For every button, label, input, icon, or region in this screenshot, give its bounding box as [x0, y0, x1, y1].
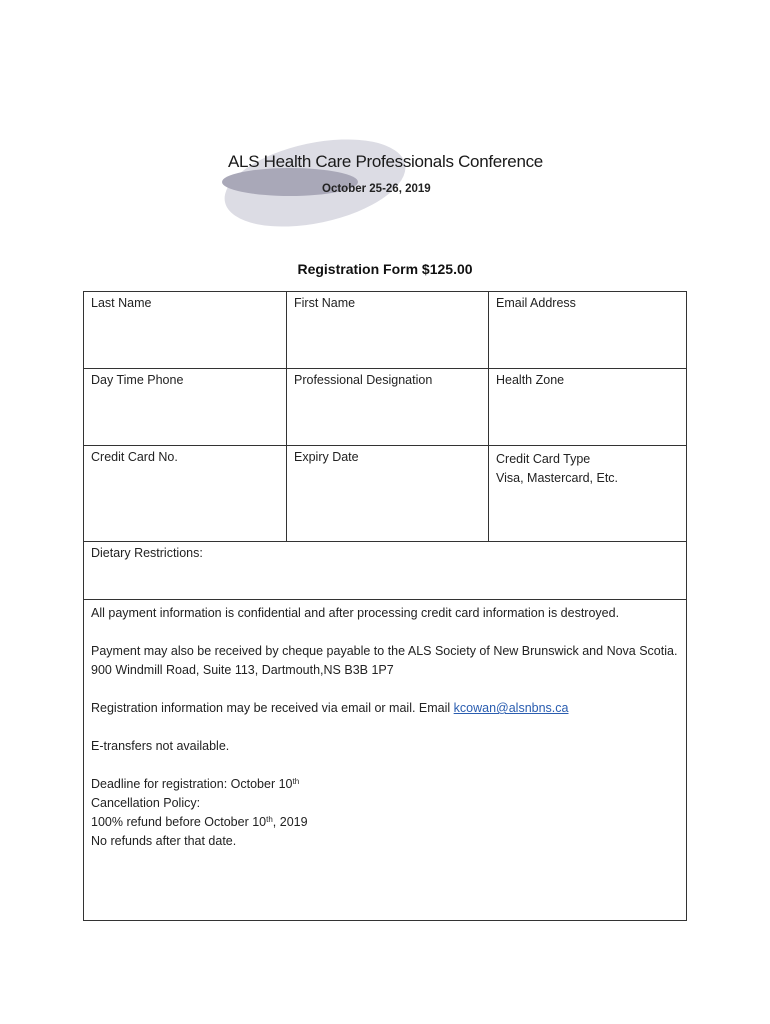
table-row — [84, 600, 687, 921]
table-row — [84, 369, 687, 446]
cancellation-label: Cancellation Policy: — [91, 796, 201, 810]
deadline-text: Deadline for registration: October 10 — [91, 777, 293, 791]
designation-cell[interactable] — [287, 369, 489, 446]
table-row — [84, 446, 687, 542]
policy-block — [91, 775, 679, 851]
phone-cell[interactable] — [84, 369, 287, 446]
expiry-label: Expiry Date — [294, 450, 359, 464]
cc-number-cell[interactable] — [84, 446, 287, 542]
form-title: Registration Form $125.00 — [297, 261, 473, 277]
info-cell — [84, 600, 687, 921]
table-row — [84, 292, 687, 369]
first-name-label: First Name — [294, 296, 356, 310]
phone-label: Day Time Phone — [91, 373, 184, 387]
email-link[interactable]: kcowan@alsnbns.ca — [453, 701, 569, 715]
no-refunds-line: No refunds after that date. — [91, 834, 237, 848]
health-zone-cell[interactable] — [489, 369, 687, 446]
etransfer-note: E-transfers not available. — [91, 739, 230, 753]
email-note-text: Registration information may be received via email or mail. Email — [91, 701, 454, 715]
last-name-label: Last Name — [91, 296, 152, 310]
table-row — [84, 542, 687, 600]
deadline-sup: th — [292, 777, 300, 786]
deadline-line — [91, 775, 679, 794]
conference-dates: October 25-26, 2019 — [322, 183, 431, 195]
conference-title: ALS Health Care Professionals Conference — [228, 152, 543, 171]
designation-label: Professional Designation — [294, 373, 433, 387]
email-label: Email Address — [496, 296, 576, 310]
expiry-cell[interactable] — [287, 446, 489, 542]
cheque-note: Payment may also be received by cheque payable to the ALS Society of New Brunswick and Nova Scotia. 900 Windmill Road, Suite 113, Dartmouth,NS B3B 1P7 — [91, 644, 678, 677]
health-zone-label: Health Zone — [496, 373, 565, 387]
cc-number-label: Credit Card No. — [91, 450, 178, 464]
cc-type-label: Credit Card Type — [496, 452, 591, 466]
cc-type-hint: Visa, Mastercard, Etc. — [496, 471, 619, 485]
first-name-cell[interactable] — [287, 292, 489, 369]
dietary-cell[interactable] — [84, 542, 687, 600]
email-note — [91, 699, 679, 718]
confidential-note: All payment information is confidential and after processing credit card information is destroyed. — [91, 606, 620, 620]
refund-line — [91, 813, 679, 832]
registration-table — [83, 291, 687, 921]
refund-text: 100% refund before October 10 — [91, 815, 267, 829]
email-cell[interactable] — [489, 292, 687, 369]
conference-logo — [220, 135, 550, 230]
dietary-label: Dietary Restrictions: — [91, 546, 203, 560]
cc-type-cell[interactable] — [489, 446, 687, 542]
refund-year: , 2019 — [272, 815, 308, 829]
last-name-cell[interactable] — [84, 292, 287, 369]
refund-sup: th — [266, 815, 273, 824]
